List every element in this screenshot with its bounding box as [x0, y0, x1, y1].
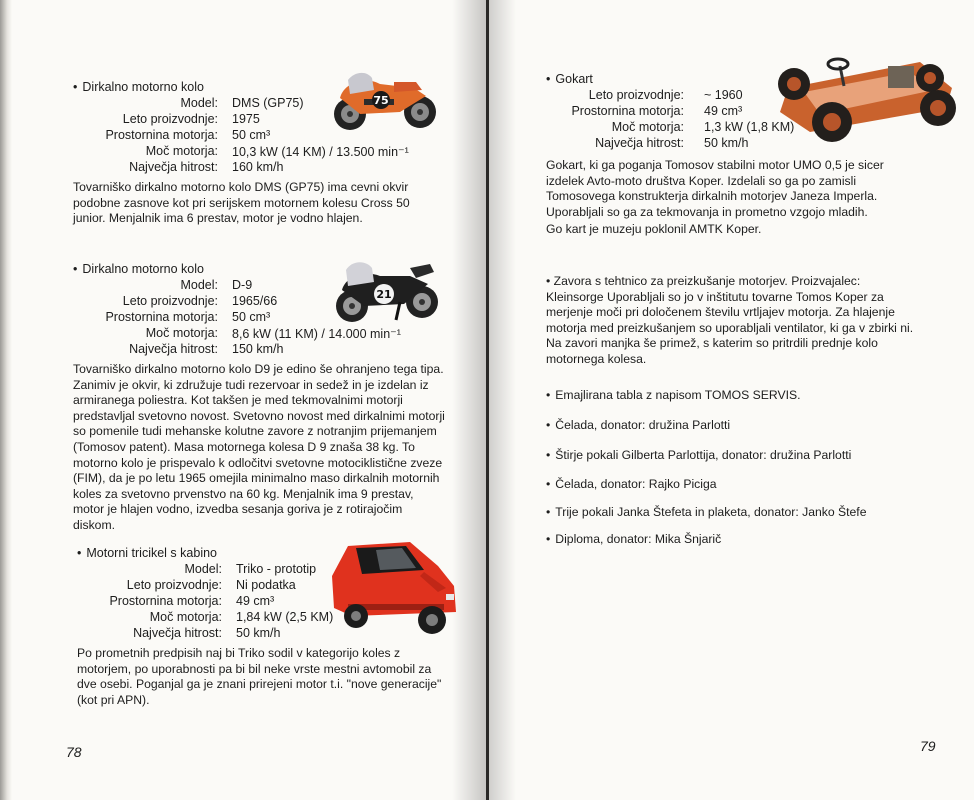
racing-motorcycle-photo: [330, 66, 440, 136]
triko-tricycle-photo: [328, 536, 462, 640]
spec-label: Leto proizvodnje:: [588, 88, 684, 102]
bullet: •: [546, 274, 554, 288]
spec-label: Moč motorja:: [145, 144, 218, 158]
page-number: 79: [920, 738, 936, 754]
list-item: • Čelada, donator: družina Parlotti: [546, 418, 730, 434]
spec-value: 49 cm³: [236, 594, 275, 608]
spec-value: D-9: [232, 278, 253, 292]
spec-value: 1975: [232, 112, 260, 126]
spec-label: Prostornina motorja:: [105, 310, 218, 324]
spec-label: Največja hitrost:: [133, 626, 222, 640]
paragraph-text: Po prometnih predpisih naj bi Triko sodil v kategorijo koles z motorjem, po uporabnosti pa bi bil neke vrste mestni avtomobil za dve osebi. Poganjal ga je znani prirejeni motor t.i. "nove generacije" (kot pri APN).: [77, 646, 442, 707]
spec-label: Leto proizvodnje:: [122, 112, 218, 126]
spec-value: 160 km/h: [232, 160, 284, 174]
spec-value: 49 cm³: [704, 104, 743, 118]
spec-label: Prostornina motorja:: [109, 594, 222, 608]
racing-motorcycle-d9-photo: [330, 254, 442, 328]
spec-value: 8,6 kW (11 KM) / 14.000 min⁻¹: [232, 327, 401, 341]
paragraph-text: Go kart je muzeju poklonil AMTK Koper.: [546, 222, 762, 237]
spec-value: 50 cm³: [232, 128, 271, 142]
paragraph-text: Tovarniško dirkalno motorno kolo DMS (GP75) ima cevni okvir podobne zasnove kot pri serijskem motornem kolesu Cross 50 junior. Menjalnik ima 6 prestav, motor je vodno hlajen.: [73, 180, 410, 226]
list-item: • Diploma, donator: Mika Šnjarič: [546, 532, 721, 548]
paragraph-text: Tovarniško dirkalno motorno kolo D9 je edino še ohranjeno tega tipa. Zanimiv je okvir, ki združuje tudi rezervoar in sedež in je izdelan iz armiranega poliestra. Kot takšen je med tekmovalnimi motorji predstavljal svetovno novost. Svetovno novost med dirkalnimi motorji so pomenile tudi mehanske kolutne zavore z notranjim prijemanjem (Tomosov patent). Masa motornega kolesa D 9 znaša 38 kg. To motorno kolo je prispevalo k odločitvi svetovne motociklistične zveze (FIM), da je po letu 1965 omejila minimalno maso dirkalnih motornih koles za svetovno prvenstvo na 60 kg. Menjalnik ima 9 prestav, motor je hlajen vodno, izvedba sesanja goriva je z rotirajočim diskom.: [73, 362, 445, 532]
entry-heading: • Dirkalno motorno kolo: [73, 262, 204, 276]
spec-label: Moč motorja:: [149, 610, 222, 624]
spec-value: 50 km/h: [704, 136, 749, 150]
entry-heading: • Dirkalno motorno kolo: [73, 80, 204, 94]
spine-shadow: [452, 0, 488, 800]
zavora-entry: [546, 274, 916, 368]
spec-value: Triko - prototip: [236, 562, 317, 576]
spec-value: Ni podatka: [236, 578, 296, 592]
spec-value: DMS (GP75): [232, 96, 304, 110]
spec-label: Moč motorja:: [611, 120, 684, 134]
spec-label: Največja hitrost:: [595, 136, 684, 150]
page-edge: [0, 0, 12, 800]
list-item: • Emajlirana tabla z napisom TOMOS SERVIS.: [546, 388, 801, 404]
spec-value: ~ 1960: [704, 88, 743, 102]
spec-value: 10,3 kW (14 KM) / 13.500 min⁻¹: [232, 145, 409, 159]
entry-paragraph: [73, 362, 445, 534]
spec-label: Leto proizvodnje:: [126, 578, 222, 592]
entry-paragraph: [77, 646, 449, 708]
paragraph-text: [546, 274, 916, 368]
paragraph-text: Gokart, ki ga poganja Tomosov stabilni motor UMO 0,5 je sicer izdelek Avto-moto društva Koper. Izdelali so ga po zamisli Tomosovega konstrukterja dirkalnih motorjev Janeza Imperla. Uporabljali so ga za tekmovanja in prometno vzgojo mladih.: [546, 158, 884, 219]
spec-value: 1,3 kW (1,8 KM): [704, 120, 795, 134]
entry-heading: • Motorni tricikel s kabino: [77, 546, 217, 560]
entry-paragraph: [73, 180, 445, 227]
spec-label: Model:: [184, 562, 222, 576]
gokart-photo: [770, 48, 962, 148]
race-number: 21: [376, 288, 392, 301]
race-number: 75: [373, 94, 389, 107]
spec-label: Model:: [180, 96, 218, 110]
spec-value: 50 km/h: [236, 626, 281, 640]
list-item: • Čelada, donator: Rajko Piciga: [546, 477, 717, 493]
book-spine: [486, 0, 489, 800]
spec-value: 150 km/h: [232, 342, 284, 356]
list-item: • Štirje pokali Gilberta Parlottija, donator: družina Parlotti: [546, 448, 851, 464]
spec-label: Prostornina motorja:: [105, 128, 218, 142]
spec-value: 50 cm³: [232, 310, 271, 324]
spec-value: 1965/66: [232, 294, 278, 308]
spec-label: Prostornina motorja:: [571, 104, 684, 118]
gokart-paragraph: [546, 158, 912, 238]
spec-label: Model:: [180, 278, 218, 292]
spec-label: Moč motorja:: [145, 326, 218, 340]
list-item: • Trije pokali Janka Štefeta in plaketa, donator: Janko Štefe: [546, 505, 866, 521]
right-page: [488, 0, 974, 800]
spec-label: Največja hitrost:: [129, 160, 218, 174]
spec-label: Največja hitrost:: [129, 342, 218, 356]
page-number: 78: [66, 744, 82, 760]
spec-label: Leto proizvodnje:: [122, 294, 218, 308]
zavora-text: Zavora s tehtnico za preizkušanje motorjev. Proizvajalec: Kleinsorge Uporabljali so jo v inštitutu tovarne Tomos Koper za merjenje moči pri določenem številu vrtljajev motorja. Za hlajenje motorja med preizkušanjem so uporabljali ventilator, ki ga v zbirki ni. Na zavori manjka še primež, s katerim so pritrdili prednje kolo motornega kolesa.: [546, 274, 914, 366]
entry-heading: • Gokart: [546, 72, 593, 86]
spec-value: 1,84 kW (2,5 KM): [236, 610, 334, 624]
